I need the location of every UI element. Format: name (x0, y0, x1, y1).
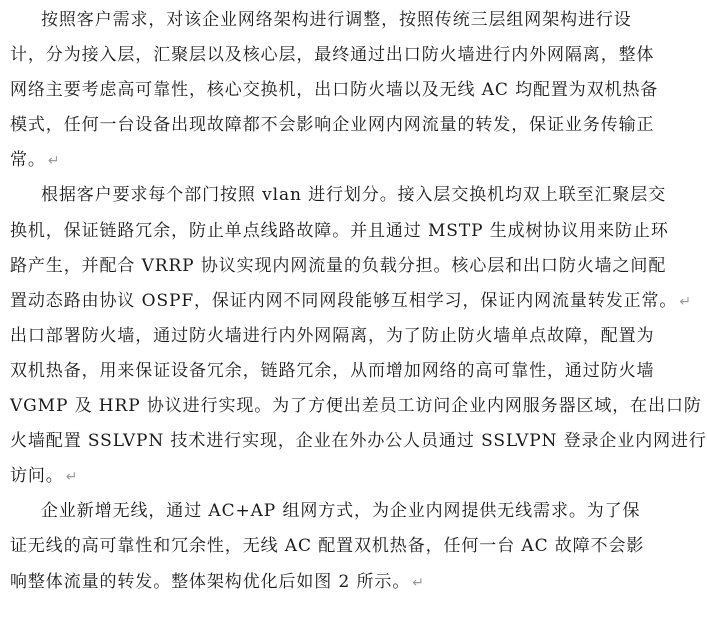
paragraph-4-line-1: 企业新增无线，通过 AC+AP 组网方式，为企业内网提供无线需求。为了保 (41, 501, 641, 522)
paragraph-3-line-3: VGMP 及 HRP 协议进行实现。为了方便出差员工访问企业内网服务器区域，在出口防 (10, 396, 702, 417)
paragraph-4 (10, 494, 645, 599)
paragraph-2-line-2: 换机，保证链路冗余，防止单点线路故障。并且通过 MSTP 生成树协议用来防止环 (10, 220, 669, 241)
paragraph-2-line-4: 置动态路由协议 OSPF，保证内网不同网段能够互相学习，保证内网流量转发正常。 (10, 290, 678, 311)
paragraph-4-line-3-wrap (10, 565, 638, 600)
paragraph-3-line-5-wrap (10, 459, 638, 494)
paragraph-1-line-1: 按照客户需求，对该企业网络架构进行调整，按照传统三层组网架构进行设 (41, 10, 632, 30)
paragraph-3 (10, 319, 707, 494)
paragraph-mark-icon: ↵ (65, 469, 79, 486)
paragraph-mark-icon: ↵ (47, 153, 61, 170)
paragraph-1-line-4: 模式，任何一台设备出现故障都不会影响企业网内网流量的转发，保证业务传输正 (10, 115, 655, 136)
paragraph-1-line-3: 网络主要考虑高可靠性，核心交换机，出口防火墙以及无线 AC 均配置为双机热备 (10, 80, 659, 101)
paragraph-3-line-2: 双机热备，用来保证设备冗余，链路冗余，从而增加网络的高可靠性，通过防火墙 (10, 360, 655, 381)
paragraph-3-line-1: 出口部署防火墙，通过防火墙进行内外网隔离，为了防止防火墙单点故障，配置为 (10, 325, 655, 346)
paragraph-mark-icon: ↵ (679, 293, 692, 310)
paragraph-1-line-5: 常。 (10, 150, 46, 171)
paragraph-1-line-5-wrap (10, 143, 638, 178)
paragraph-2-line-4-wrap (10, 284, 692, 319)
paragraph-4-line-3: 响整体流量的转发。整体架构优化后如图 2 所示。 (10, 571, 411, 592)
paragraph-3-line-5: 访问。 (10, 466, 64, 487)
paragraph-2-line-3: 路产生，并配合 VRRP 协议实现内网流量的负载分担。核心层和出口防火墙之间配 (10, 255, 667, 276)
paragraph-3-line-4: 火墙配置 SSLVPN 技术进行实现，企业在外办公人员通过 SSLVPN 登录企业内网进行 (10, 431, 707, 452)
paragraph-2-line-1: 根据客户要求每个部门按照 vlan 进行划分。接入层交换机均双上联至汇聚层交 (41, 185, 667, 206)
paragraph-4-line-2: 证无线的高可靠性和冗余性，无线 AC 配置双机热备，任何一台 AC 故障不会影 (10, 536, 645, 557)
paragraph-1-line-2: 计，分为接入层，汇聚层以及核心层，最终通过出口防火墙进行内外网隔离，整体 (10, 45, 655, 66)
paragraph-2 (10, 178, 692, 318)
paragraph-mark-icon: ↵ (412, 574, 425, 591)
paragraph-1 (10, 3, 659, 178)
